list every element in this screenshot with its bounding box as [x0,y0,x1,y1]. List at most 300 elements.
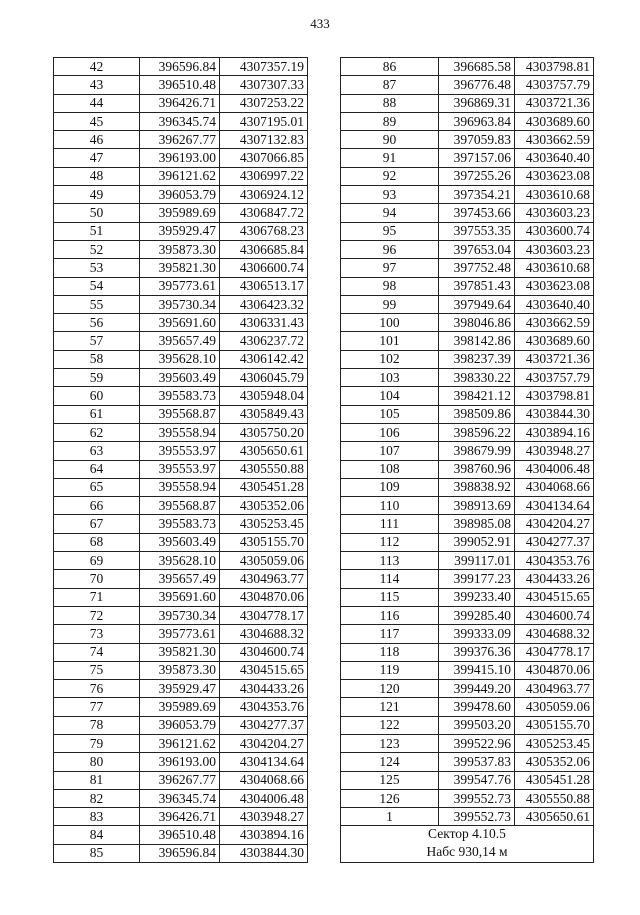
x-coordinate-cell: 396963.84 [439,112,515,130]
table-row [341,606,594,624]
coordinates-table-right [340,57,594,863]
y-coordinate-cell: 4307307.33 [220,76,308,94]
table-row [54,295,308,313]
point-number-cell: 113 [341,552,439,570]
point-number-cell: 121 [341,698,439,716]
table-row [341,131,594,149]
x-coordinate-cell: 396121.62 [140,167,220,185]
x-coordinate-cell: 396053.79 [140,716,220,734]
table-row [341,680,594,698]
x-coordinate-cell: 395583.73 [140,387,220,405]
table-row [54,716,308,734]
y-coordinate-cell: 4303798.81 [515,58,594,76]
y-coordinate-cell: 4306045.79 [220,369,308,387]
point-number-cell: 108 [341,460,439,478]
table-row [341,277,594,295]
y-coordinate-cell: 4303689.60 [515,332,594,350]
y-coordinate-cell: 4304778.17 [220,606,308,624]
point-number-cell: 91 [341,149,439,167]
x-coordinate-cell: 396596.84 [140,844,220,862]
x-coordinate-cell: 395603.49 [140,369,220,387]
table-row [341,94,594,112]
x-coordinate-cell: 398142.86 [439,332,515,350]
table-row [54,661,308,679]
table-row [54,588,308,606]
point-number-cell: 90 [341,131,439,149]
table-row [341,533,594,551]
y-coordinate-cell: 4304600.74 [515,606,594,624]
x-coordinate-cell: 398596.22 [439,423,515,441]
point-number-cell: 85 [54,844,140,862]
y-coordinate-cell: 4303721.36 [515,350,594,368]
y-coordinate-cell: 4304963.77 [220,570,308,588]
x-coordinate-cell: 395553.97 [140,442,220,460]
point-number-cell: 42 [54,58,140,76]
table-row [54,58,308,76]
y-coordinate-cell: 4305352.06 [515,753,594,771]
x-coordinate-cell: 395568.87 [140,497,220,515]
y-coordinate-cell: 4303798.81 [515,387,594,405]
table-row [54,259,308,277]
x-coordinate-cell: 399415.10 [439,661,515,679]
point-number-cell: 74 [54,643,140,661]
point-number-cell: 117 [341,625,439,643]
x-coordinate-cell: 395873.30 [140,661,220,679]
y-coordinate-cell: 4305451.28 [220,478,308,496]
y-coordinate-cell: 4304870.06 [220,588,308,606]
table-row [54,515,308,533]
table-row [54,186,308,204]
x-coordinate-cell: 397059.83 [439,131,515,149]
table-row [341,460,594,478]
x-coordinate-cell: 396267.77 [140,131,220,149]
point-number-cell: 103 [341,369,439,387]
x-coordinate-cell: 395583.73 [140,515,220,533]
point-number-cell: 114 [341,570,439,588]
point-number-cell: 43 [54,76,140,94]
point-number-cell: 45 [54,112,140,130]
y-coordinate-cell: 4304134.64 [220,753,308,771]
y-coordinate-cell: 4305155.70 [515,716,594,734]
x-coordinate-cell: 399117.01 [439,552,515,570]
y-coordinate-cell: 4306237.72 [220,332,308,350]
table-row [54,76,308,94]
x-coordinate-cell: 396053.79 [140,186,220,204]
y-coordinate-cell: 4303689.60 [515,112,594,130]
x-coordinate-cell: 395821.30 [140,643,220,661]
y-coordinate-cell: 4303721.36 [515,94,594,112]
x-coordinate-cell: 399376.36 [439,643,515,661]
y-coordinate-cell: 4304134.64 [515,497,594,515]
x-coordinate-cell: 399285.40 [439,606,515,624]
x-coordinate-cell: 396426.71 [140,94,220,112]
table-row [54,552,308,570]
y-coordinate-cell: 4304688.32 [220,625,308,643]
y-coordinate-cell: 4305352.06 [220,497,308,515]
y-coordinate-cell: 4305451.28 [515,771,594,789]
y-coordinate-cell: 4303662.59 [515,314,594,332]
x-coordinate-cell: 396776.48 [439,76,515,94]
table-row [341,405,594,423]
point-number-cell: 124 [341,753,439,771]
point-number-cell: 1 [341,808,439,826]
point-number-cell: 48 [54,167,140,185]
y-coordinate-cell: 4303662.59 [515,131,594,149]
point-number-cell: 55 [54,295,140,313]
table-row [54,204,308,222]
point-number-cell: 77 [54,698,140,716]
y-coordinate-cell: 4303623.08 [515,167,594,185]
sector-caption [341,826,594,863]
x-coordinate-cell: 398509.86 [439,405,515,423]
table-row [54,497,308,515]
table-row [54,112,308,130]
point-number-cell: 111 [341,515,439,533]
x-coordinate-cell: 399177.23 [439,570,515,588]
y-coordinate-cell: 4307357.19 [220,58,308,76]
point-number-cell: 87 [341,76,439,94]
table-row [54,533,308,551]
x-coordinate-cell: 396267.77 [140,771,220,789]
point-number-cell: 120 [341,680,439,698]
table-row [54,240,308,258]
y-coordinate-cell: 4305253.45 [220,515,308,533]
y-coordinate-cell: 4304870.06 [515,661,594,679]
x-coordinate-cell: 397255.26 [439,167,515,185]
y-coordinate-cell: 4307253.22 [220,94,308,112]
y-coordinate-cell: 4304277.37 [515,533,594,551]
table-row [341,808,594,826]
x-coordinate-cell: 397354.21 [439,186,515,204]
y-coordinate-cell: 4305059.06 [220,552,308,570]
point-number-cell: 51 [54,222,140,240]
table-row [54,405,308,423]
y-coordinate-cell: 4303610.68 [515,186,594,204]
y-coordinate-cell: 4304353.76 [220,698,308,716]
table-row [341,332,594,350]
table-row [54,789,308,807]
y-coordinate-cell: 4304353.76 [515,552,594,570]
y-coordinate-cell: 4306924.12 [220,186,308,204]
x-coordinate-cell: 398913.69 [439,497,515,515]
y-coordinate-cell: 4305550.88 [515,789,594,807]
point-number-cell: 99 [341,295,439,313]
point-number-cell: 49 [54,186,140,204]
x-coordinate-cell: 395691.60 [140,314,220,332]
point-number-cell: 125 [341,771,439,789]
x-coordinate-cell: 399552.73 [439,789,515,807]
point-number-cell: 95 [341,222,439,240]
x-coordinate-cell: 395691.60 [140,588,220,606]
point-number-cell: 61 [54,405,140,423]
point-number-cell: 46 [54,131,140,149]
table-row [54,826,308,844]
table-row [341,515,594,533]
table-row [341,643,594,661]
point-number-cell: 100 [341,314,439,332]
y-coordinate-cell: 4303640.40 [515,295,594,313]
table-row [54,131,308,149]
y-coordinate-cell: 4303640.40 [515,149,594,167]
table-row [54,808,308,826]
table-row [54,222,308,240]
y-coordinate-cell: 4305650.61 [220,442,308,460]
table-row [341,350,594,368]
x-coordinate-cell: 395821.30 [140,259,220,277]
table-row [54,460,308,478]
y-coordinate-cell: 4306142.42 [220,350,308,368]
y-coordinate-cell: 4304778.17 [515,643,594,661]
table-row [341,661,594,679]
x-coordinate-cell: 398330.22 [439,369,515,387]
x-coordinate-cell: 395553.97 [140,460,220,478]
y-coordinate-cell: 4303894.16 [515,423,594,441]
x-coordinate-cell: 396685.58 [439,58,515,76]
y-coordinate-cell: 4304068.66 [220,771,308,789]
y-coordinate-cell: 4303757.79 [515,369,594,387]
x-coordinate-cell: 395558.94 [140,478,220,496]
table-row [54,844,308,862]
table-row [341,167,594,185]
x-coordinate-cell: 399537.83 [439,753,515,771]
table-row [341,734,594,752]
x-coordinate-cell: 397851.43 [439,277,515,295]
x-coordinate-cell: 395929.47 [140,222,220,240]
y-coordinate-cell: 4304600.74 [220,643,308,661]
table-row [341,240,594,258]
y-coordinate-cell: 4304204.27 [515,515,594,533]
x-coordinate-cell: 399552.73 [439,808,515,826]
table-row [341,442,594,460]
y-coordinate-cell: 4303948.27 [220,808,308,826]
point-number-cell: 80 [54,753,140,771]
point-number-cell: 96 [341,240,439,258]
y-coordinate-cell: 4306331.43 [220,314,308,332]
table-row [54,277,308,295]
point-number-cell: 122 [341,716,439,734]
table-row [341,204,594,222]
point-number-cell: 104 [341,387,439,405]
point-number-cell: 119 [341,661,439,679]
table-row [341,295,594,313]
table-row [341,76,594,94]
point-number-cell: 81 [54,771,140,789]
point-number-cell: 58 [54,350,140,368]
table-row [54,387,308,405]
table-row [54,734,308,752]
y-coordinate-cell: 4304515.65 [515,588,594,606]
x-coordinate-cell: 395657.49 [140,570,220,588]
y-coordinate-cell: 4303603.23 [515,240,594,258]
x-coordinate-cell: 395730.34 [140,606,220,624]
y-coordinate-cell: 4304433.26 [220,680,308,698]
y-coordinate-cell: 4305155.70 [220,533,308,551]
y-coordinate-cell: 4303948.27 [515,442,594,460]
x-coordinate-cell: 395773.61 [140,277,220,295]
table-row [341,112,594,130]
point-number-cell: 66 [54,497,140,515]
y-coordinate-cell: 4305550.88 [220,460,308,478]
point-number-cell: 126 [341,789,439,807]
x-coordinate-cell: 395657.49 [140,332,220,350]
y-coordinate-cell: 4307066.85 [220,149,308,167]
y-coordinate-cell: 4305948.04 [220,387,308,405]
table-row [341,58,594,76]
y-coordinate-cell: 4306600.74 [220,259,308,277]
point-number-cell: 73 [54,625,140,643]
y-coordinate-cell: 4307195.01 [220,112,308,130]
point-number-cell: 118 [341,643,439,661]
table-row [341,698,594,716]
point-number-cell: 44 [54,94,140,112]
point-number-cell: 84 [54,826,140,844]
table-row [341,387,594,405]
y-coordinate-cell: 4304068.66 [515,478,594,496]
table-row [54,698,308,716]
point-number-cell: 63 [54,442,140,460]
x-coordinate-cell: 398046.86 [439,314,515,332]
table-row [341,716,594,734]
point-number-cell: 97 [341,259,439,277]
y-coordinate-cell: 4306847.72 [220,204,308,222]
table-row [341,478,594,496]
x-coordinate-cell: 399233.40 [439,588,515,606]
x-coordinate-cell: 397653.04 [439,240,515,258]
point-number-cell: 65 [54,478,140,496]
y-coordinate-cell: 4305650.61 [515,808,594,826]
y-coordinate-cell: 4303757.79 [515,76,594,94]
y-coordinate-cell: 4305849.43 [220,405,308,423]
x-coordinate-cell: 398760.96 [439,460,515,478]
x-coordinate-cell: 398237.39 [439,350,515,368]
point-number-cell: 115 [341,588,439,606]
point-number-cell: 101 [341,332,439,350]
table-row [341,570,594,588]
y-coordinate-cell: 4305253.45 [515,734,594,752]
x-coordinate-cell: 396193.00 [140,149,220,167]
x-coordinate-cell: 395773.61 [140,625,220,643]
point-number-cell: 52 [54,240,140,258]
y-coordinate-cell: 4304515.65 [220,661,308,679]
table-row [54,167,308,185]
x-coordinate-cell: 399333.09 [439,625,515,643]
point-number-cell: 94 [341,204,439,222]
y-coordinate-cell: 4306768.23 [220,222,308,240]
point-number-cell: 75 [54,661,140,679]
x-coordinate-cell: 399503.20 [439,716,515,734]
y-coordinate-cell: 4304963.77 [515,680,594,698]
point-number-cell: 109 [341,478,439,496]
x-coordinate-cell: 396345.74 [140,789,220,807]
table-row [341,625,594,643]
x-coordinate-cell: 399547.76 [439,771,515,789]
point-number-cell: 53 [54,259,140,277]
y-coordinate-cell: 4305750.20 [220,423,308,441]
x-coordinate-cell: 397553.35 [439,222,515,240]
point-number-cell: 116 [341,606,439,624]
point-number-cell: 93 [341,186,439,204]
sector-caption-row [341,826,594,863]
x-coordinate-cell: 395558.94 [140,423,220,441]
y-coordinate-cell: 4307132.83 [220,131,308,149]
point-number-cell: 105 [341,405,439,423]
table-row [54,570,308,588]
table-row [54,771,308,789]
point-number-cell: 57 [54,332,140,350]
point-number-cell: 64 [54,460,140,478]
x-coordinate-cell: 396345.74 [140,112,220,130]
point-number-cell: 83 [54,808,140,826]
x-coordinate-cell: 399052.91 [439,533,515,551]
point-number-cell: 107 [341,442,439,460]
x-coordinate-cell: 397949.64 [439,295,515,313]
table-row [341,423,594,441]
y-coordinate-cell: 4305059.06 [515,698,594,716]
x-coordinate-cell: 397453.66 [439,204,515,222]
x-coordinate-cell: 396510.48 [140,826,220,844]
table-row [341,259,594,277]
x-coordinate-cell: 396193.00 [140,753,220,771]
table-row [341,588,594,606]
y-coordinate-cell: 4306513.17 [220,277,308,295]
y-coordinate-cell: 4303610.68 [515,259,594,277]
point-number-cell: 72 [54,606,140,624]
x-coordinate-cell: 398679.99 [439,442,515,460]
table-row [54,149,308,167]
y-coordinate-cell: 4303894.16 [220,826,308,844]
y-coordinate-cell: 4304006.48 [515,460,594,478]
x-coordinate-cell: 396121.62 [140,734,220,752]
x-coordinate-cell: 396869.31 [439,94,515,112]
point-number-cell: 86 [341,58,439,76]
x-coordinate-cell: 399522.96 [439,734,515,752]
y-coordinate-cell: 4303623.08 [515,277,594,295]
x-coordinate-cell: 395628.10 [140,350,220,368]
x-coordinate-cell: 395603.49 [140,533,220,551]
point-number-cell: 68 [54,533,140,551]
table-row [341,222,594,240]
table-row [54,423,308,441]
table-row [341,186,594,204]
x-coordinate-cell: 396426.71 [140,808,220,826]
y-coordinate-cell: 4306997.22 [220,167,308,185]
x-coordinate-cell: 395989.69 [140,204,220,222]
point-number-cell: 59 [54,369,140,387]
point-number-cell: 89 [341,112,439,130]
point-number-cell: 110 [341,497,439,515]
point-number-cell: 50 [54,204,140,222]
point-number-cell: 98 [341,277,439,295]
point-number-cell: 62 [54,423,140,441]
x-coordinate-cell: 395628.10 [140,552,220,570]
point-number-cell: 69 [54,552,140,570]
x-coordinate-cell: 395730.34 [140,295,220,313]
x-coordinate-cell: 399449.20 [439,680,515,698]
table-row [341,369,594,387]
x-coordinate-cell: 395929.47 [140,680,220,698]
y-coordinate-cell: 4303844.30 [515,405,594,423]
x-coordinate-cell: 397752.48 [439,259,515,277]
y-coordinate-cell: 4304433.26 [515,570,594,588]
y-coordinate-cell: 4304277.37 [220,716,308,734]
sector-length: Набс 930,14 м [426,844,508,860]
point-number-cell: 112 [341,533,439,551]
table-row [341,771,594,789]
point-number-cell: 56 [54,314,140,332]
y-coordinate-cell: 4304006.48 [220,789,308,807]
point-number-cell: 82 [54,789,140,807]
x-coordinate-cell: 395873.30 [140,240,220,258]
